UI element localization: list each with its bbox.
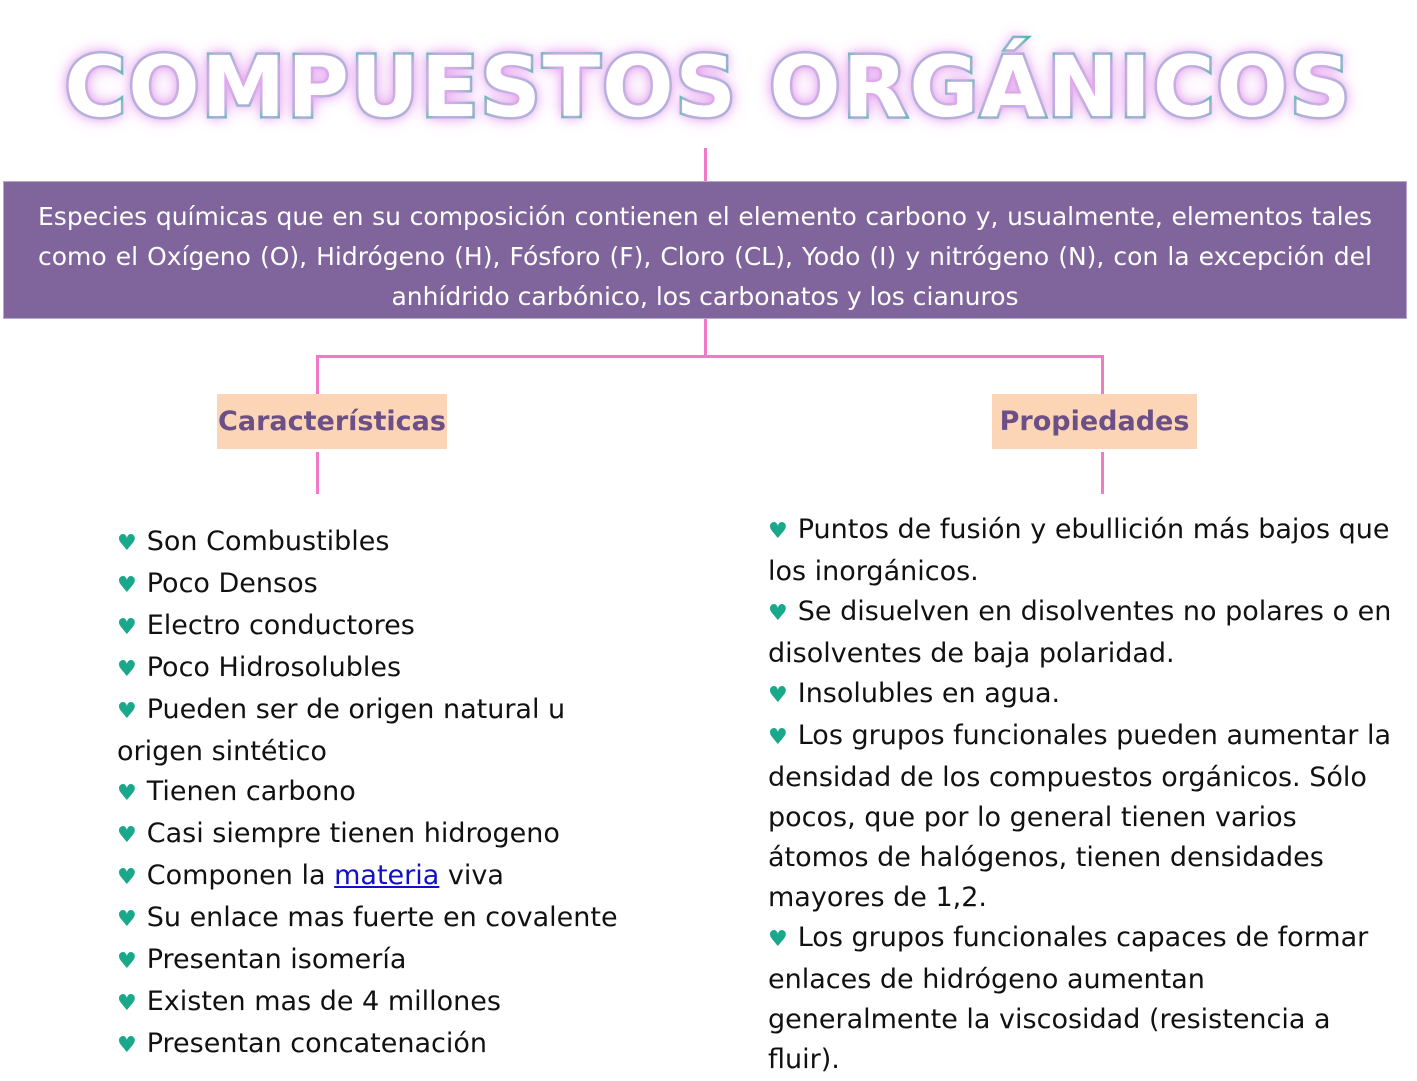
heart-icon: ♥: [117, 991, 137, 1016]
connector-definition-to-branch: [704, 319, 707, 357]
heart-icon: ♥: [117, 823, 137, 848]
list-item: ♥ Insolubles en agua.: [768, 674, 1393, 716]
connector-branch-left: [316, 355, 319, 394]
heart-icon: ♥: [117, 657, 137, 682]
list-item: ♥ Se disuelven en disolventes no polares o en disolventes de baja polaridad.: [768, 596, 1392, 669]
caracteristicas-list: [117, 522, 637, 1066]
heart-icon: ♥: [117, 1033, 137, 1058]
materia-link[interactable]: materia: [334, 860, 440, 891]
list-item: ♥ Presentan concatenación: [117, 1024, 637, 1066]
definition-text: Especies químicas que en su composición contienen el elemento carbono y, usualmente, elementos tales como el Oxígeno (O), Hidrógeno (H), Fósforo (F), Cloro (CL), Yodo (I) y nitrógeno (N), con la excepción del anhídrido carbónico, los carbonatos y los cianuros: [38, 202, 1372, 311]
list-item: ♥ Poco Densos: [117, 564, 637, 606]
heart-icon: ♥: [768, 519, 788, 544]
heart-icon: ♥: [768, 683, 788, 708]
list-item: ♥ Son Combustibles: [117, 522, 637, 564]
list-item: ♥ Existen mas de 4 millones: [117, 982, 637, 1024]
heart-icon: ♥: [117, 907, 137, 932]
heart-icon: ♥: [117, 781, 137, 806]
definition-box: [3, 181, 1407, 319]
connector-branch-right: [1101, 355, 1104, 394]
heart-icon: ♥: [117, 573, 137, 598]
connector-left-to-list: [316, 452, 319, 494]
heart-icon: ♥: [117, 865, 137, 890]
list-item: ♥ Poco Hidrosolubles: [117, 648, 637, 690]
list-item: ♥ Casi siempre tienen hidrogeno: [117, 814, 637, 856]
connector-right-to-list: [1101, 452, 1104, 494]
list-item: ♥ Su enlace mas fuerte en covalente: [117, 898, 637, 940]
connector-branch-horizontal: [316, 355, 1104, 358]
heart-icon: ♥: [117, 699, 137, 724]
list-item-materia: ♥ Componen la materia viva: [117, 856, 637, 898]
page-title: COMPUESTOS ORGÁNICOS: [64, 38, 1353, 136]
category-propiedades: Propiedades: [992, 394, 1197, 449]
category-caracteristicas: Características: [217, 394, 447, 449]
connector-title-to-definition: [704, 148, 707, 181]
heart-icon: ♥: [768, 927, 788, 952]
heart-icon: ♥: [117, 531, 137, 556]
list-item: ♥ Presentan isomería: [117, 940, 637, 982]
list-item: ♥ Puntos de fusión y ebullición más bajos que los inorgánicos.: [768, 514, 1390, 587]
list-item: ♥ Los grupos funcionales capaces de formar enlaces de hidrógeno aumentan generalmente la viscosidad (resistencia a fluir).: [768, 922, 1369, 1075]
heart-icon: ♥: [768, 601, 788, 626]
heart-icon: ♥: [117, 615, 137, 640]
heart-icon: ♥: [768, 725, 788, 750]
heart-icon: ♥: [117, 949, 137, 974]
list-item: ♥ Electro conductores: [117, 606, 637, 648]
list-item: ♥ Los grupos funcionales pueden aumentar la densidad de los compuestos orgánicos. Sólo pocos, que por lo general tienen varios átomos de halógenos, tienen densidades mayores de 1,2.: [768, 720, 1391, 913]
list-item: ♥ Pueden ser de origen natural u origen sintético: [117, 694, 566, 767]
propiedades-list: [768, 510, 1393, 1080]
list-item: ♥ Tienen carbono: [117, 772, 637, 814]
